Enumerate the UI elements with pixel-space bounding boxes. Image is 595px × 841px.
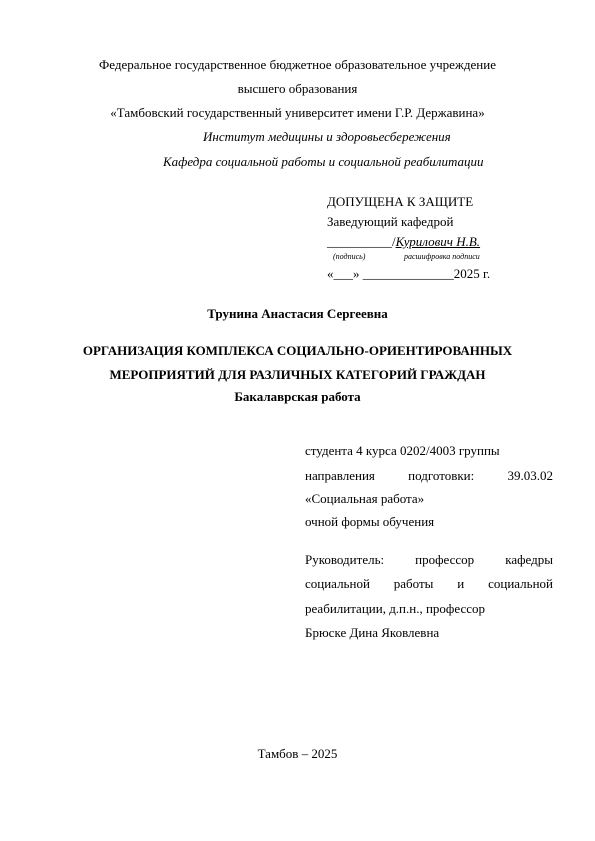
approval-date-line: «___» ______________2025 г. <box>327 266 491 281</box>
signature-name: Курилович Н.В. <box>395 234 481 249</box>
department-name: Кафедра социальной работы и социальной реабилитации <box>163 154 484 169</box>
direction-word: направления <box>305 468 375 483</box>
supervisor-name: Брюске Дина Яковлевна <box>305 625 440 640</box>
approval-signature-line <box>327 234 480 250</box>
author-name: Трунина Анастасия Сергеевна <box>207 306 388 321</box>
supervisor-line-3: реабилитации, д.п.н., профессор <box>305 601 485 616</box>
preparation-word: подготовки: <box>408 468 475 483</box>
student-course-group: студента 4 курса 0202/4003 группы <box>305 443 500 458</box>
supervisor-position: профессор <box>415 552 475 567</box>
city-year: Тамбов – 2025 <box>257 746 338 761</box>
thesis-title-line-2: МЕРОПРИЯТИЙ ДЛЯ РАЗЛИЧНЫХ КАТЕГОРИЙ ГРАЖДАН <box>109 367 486 382</box>
supervisor-dept-word-1: социальной <box>305 576 370 591</box>
supervisor-line-1 <box>305 552 553 568</box>
supervisor-line-2 <box>305 576 553 592</box>
institute-name: Институт медицины и здоровьесбережения <box>203 129 451 144</box>
university-name: «Тамбовский государственный университет имени Г.Р. Державина» <box>110 105 485 120</box>
signature-blank: __________/ <box>327 234 396 249</box>
thesis-title-line-1: ОРГАНИЗАЦИЯ КОМПЛЕКСА СОЦИАЛЬНО-ОРИЕНТИРОВАННЫХ <box>82 343 513 358</box>
supervisor-of-department: кафедры <box>505 552 553 567</box>
signature-decode-caption: расшифровка подписи <box>404 252 480 261</box>
supervisor-dept-word-3: и <box>457 576 465 591</box>
institution-line-1: Федеральное государственное бюджетное образовательное учреждение <box>99 57 496 72</box>
student-direction-line <box>305 468 553 484</box>
direction-code: 39.03.02 <box>507 468 553 483</box>
approval-role: Заведующий кафедрой <box>327 214 454 229</box>
study-form: очной формы обучения <box>305 514 435 529</box>
work-type: Бакалаврская работа <box>234 389 361 404</box>
institution-line-2: высшего образования <box>237 81 358 96</box>
supervisor-label: Руководитель: <box>305 552 385 567</box>
direction-name: «Социальная работа» <box>305 491 425 506</box>
signature-caption: (подпись) <box>333 252 366 261</box>
supervisor-dept-word-2: работы <box>393 576 434 591</box>
supervisor-dept-word-4: социальной <box>488 576 553 591</box>
approval-title: ДОПУЩЕНА К ЗАЩИТЕ <box>327 194 474 209</box>
